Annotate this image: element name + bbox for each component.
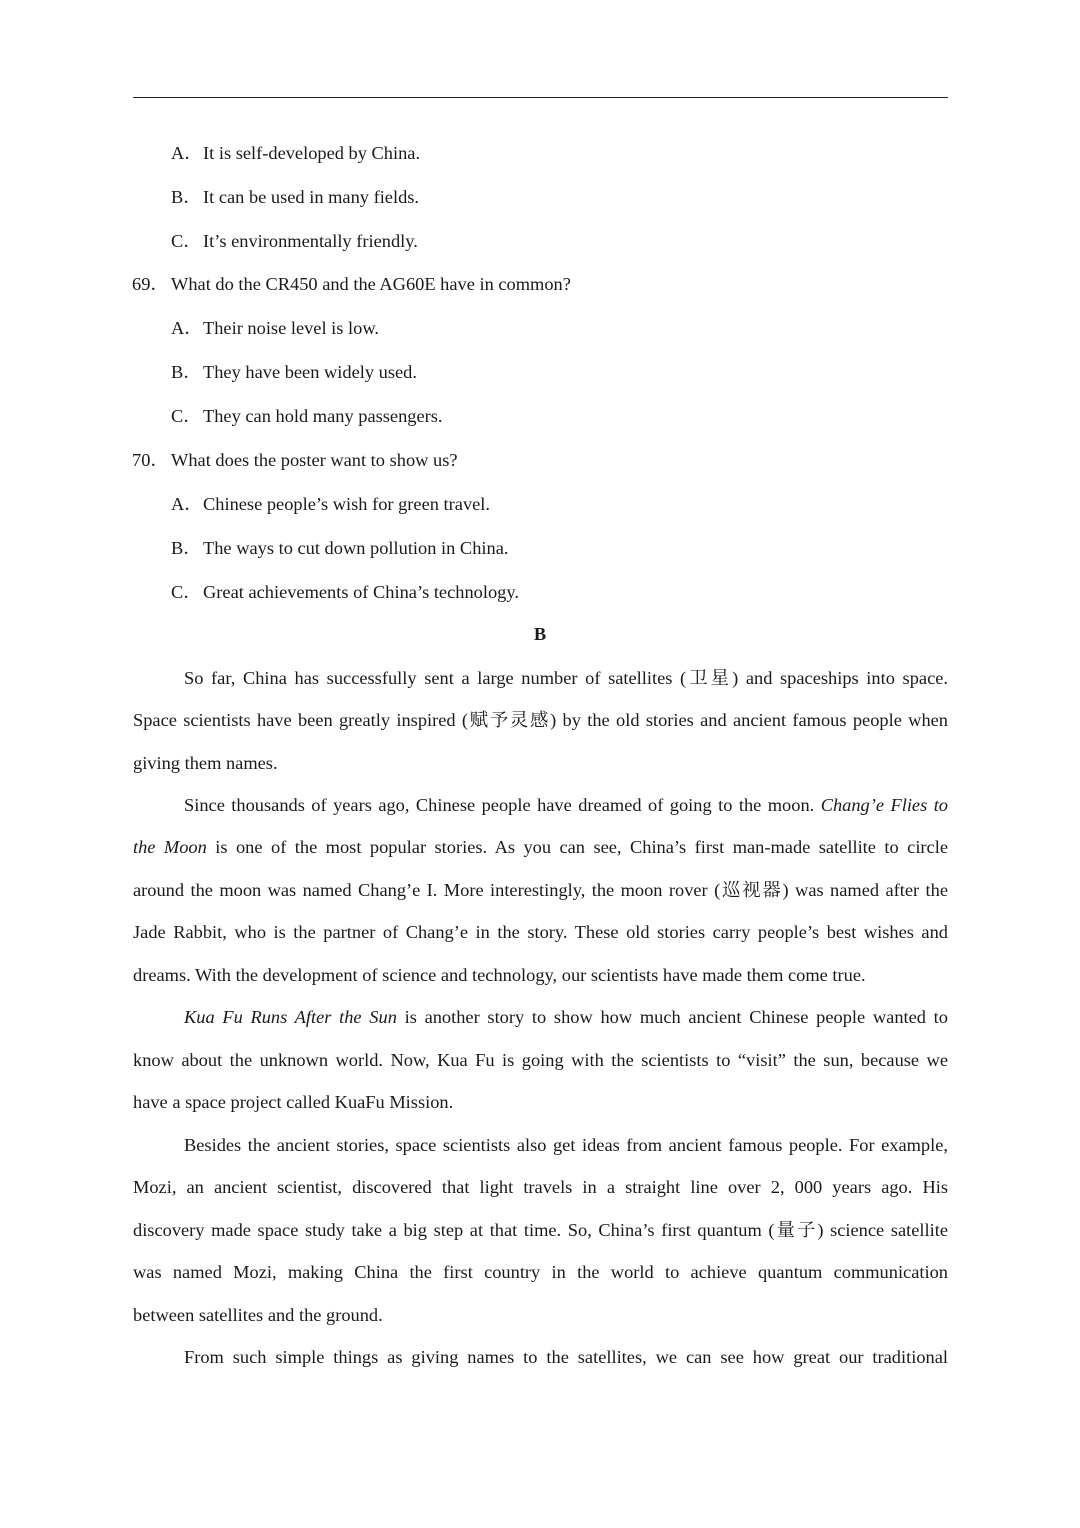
q68-option-b[interactable]: B．It can be used in many fields. [171,187,420,207]
passage-line: Jade Rabbit, who is the partner of Chang’e in the story. These old stories carry people’s best wishes and [133,922,948,942]
passage-line: discovery made space study take a big step at that time. So, China’s first quantum (量子) science satellite [133,1220,948,1240]
question-70: 70． What does the poster want to show us? [132,450,458,470]
story-title: Kua Fu Runs After the Sun [184,1007,397,1027]
q70-option-c[interactable]: C．Great achievements of China’s technology. [171,582,519,602]
q69-option-a[interactable]: A．Their noise level is low. [171,318,380,338]
passage-line: the Moon is one of the most popular stories. As you can see, China’s first man-made satellite to circle [133,837,948,857]
passage-line: between satellites and the ground. [133,1305,383,1325]
passage-line: Kua Fu Runs After the Sun is another story to show how much ancient Chinese people wanted to [184,1007,948,1027]
passage-line: So far, China has successfully sent a large number of satellites (卫星) and spaceships into space. [184,668,948,688]
passage-line: Space scientists have been greatly inspired (赋予灵感) by the old stories and ancient famous people when [133,710,948,730]
passage-line: Mozi, an ancient scientist, discovered that light travels in a straight line over 2, 000 years ago. His [133,1177,948,1197]
passage-line: giving them names. [133,753,278,773]
story-title: the Moon [133,837,207,857]
passage-line: have a space project called KuaFu Mission. [133,1092,454,1112]
q68-option-a[interactable]: A．It is self-developed by China. [171,143,421,163]
passage-line: was named Mozi, making China the first country in the world to achieve quantum communication [133,1262,948,1282]
story-title: Chang’e Flies to [820,795,949,815]
passage-line: From such simple things as giving names to the satellites, we can see how great our traditional [184,1347,948,1367]
q69-option-b[interactable]: B．They have been widely used. [171,362,417,382]
q70-option-a[interactable]: A．Chinese people’s wish for green travel. [171,494,491,514]
passage-line: around the moon was named Chang’e I. More interestingly, the moon rover (巡视器) was named after the [133,880,948,900]
header-rule [133,97,948,98]
question-69: 69． What do the CR450 and the AG60E have in common? [132,274,571,294]
passage-line: Besides the ancient stories, space scientists also get ideas from ancient famous people. For example, [184,1135,948,1155]
passage-line: dreams. With the development of science and technology, our scientists have made them come true. [133,965,866,985]
q70-option-b[interactable]: B．The ways to cut down pollution in China. [171,538,509,558]
q68-option-c[interactable]: C．It’s environmentally friendly. [171,231,418,251]
passage-line: know about the unknown world. Now, Kua Fu is going with the scientists to “visit” the sun, because we [133,1050,948,1070]
section-heading: B [533,624,547,644]
passage-line: Since thousands of years ago, Chinese people have dreamed of going to the moon. Chang’e Flies to [184,795,949,815]
q69-option-c[interactable]: C．They can hold many passengers. [171,406,443,426]
